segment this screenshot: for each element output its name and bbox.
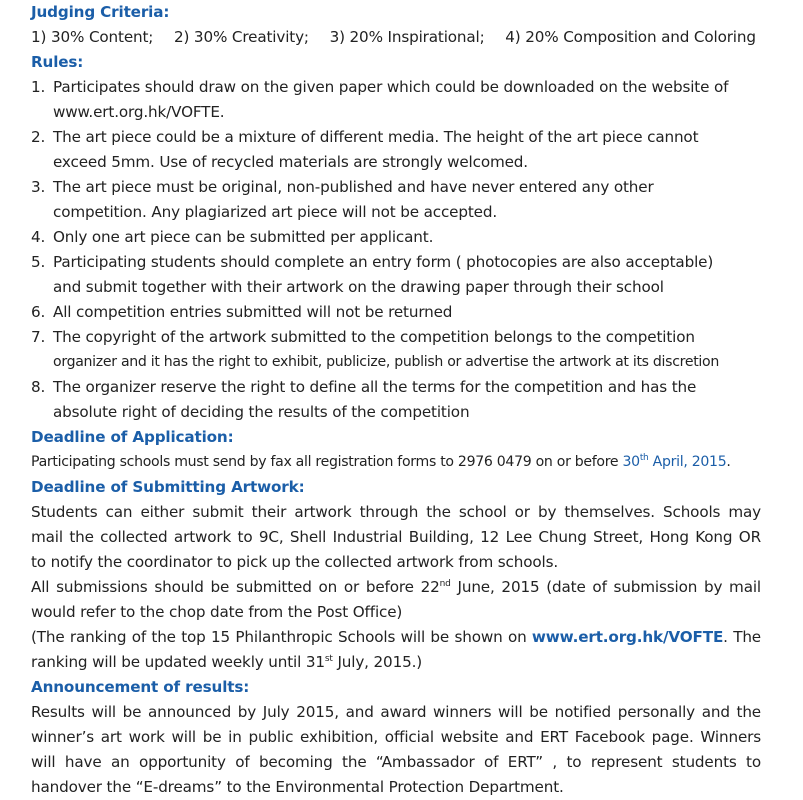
announcement-heading: Announcement of results: <box>31 678 250 696</box>
ranking-line <box>31 625 761 650</box>
submission-date-line: would refer to the chop date from the Post Office) <box>31 603 403 621</box>
judging-criteria-list <box>31 25 761 50</box>
rules-list <box>31 75 761 425</box>
application-deadline-text <box>31 450 761 475</box>
announcement-line: handover the “E-dreams” to the Environmental Protection Department. <box>31 778 564 796</box>
rule-item <box>31 225 761 250</box>
rule-text-cont: organizer and it has the right to exhibit, publicize, publish or advertise the artwork at its discretion <box>53 354 719 370</box>
criterion-composition: 4) 20% Composition and Coloring <box>505 28 756 46</box>
rules-heading: Rules: <box>31 53 84 71</box>
rule-number: 6. <box>31 303 46 321</box>
rule-text-cont: and submit together with their artwork on the drawing paper through their school <box>53 278 664 296</box>
rule-text-cont: absolute right of deciding the results of the competition <box>53 403 470 421</box>
announcement-line: will have an opportunity of becoming the “Ambassador of ERT” , to represent students to <box>31 753 761 771</box>
judging-criteria-heading: Judging Criteria: <box>31 3 170 21</box>
rule-text: The art piece could be a mixture of different media. The height of the art piece cannot <box>53 128 699 146</box>
rule-item <box>31 75 761 125</box>
artwork-deadline-heading: Deadline of Submitting Artwork: <box>31 478 305 496</box>
date-suffix: th <box>639 453 649 463</box>
deadline-date <box>622 454 726 470</box>
ranking-text: ranking will be updated weekly until 31 <box>31 653 325 671</box>
rule-text: The copyright of the artwork submitted to the competition belongs to the competition <box>53 328 695 346</box>
rule-text: All competition entries submitted will not be returned <box>53 303 453 321</box>
submission-date-line <box>31 575 761 600</box>
criterion-creativity: 2) 30% Creativity; <box>173 28 309 46</box>
rule-item <box>31 175 761 225</box>
deadline-period: . <box>726 454 731 470</box>
rule-text: Participates should draw on the given paper which could be downloaded on the website of <box>53 78 729 96</box>
ranking-text: (The ranking of the top 15 Philanthropic Schools will be shown on <box>31 628 532 646</box>
vofte-website-link[interactable]: www.ert.org.hk/VOFTE <box>531 628 724 646</box>
deadline-text: Participating schools must send by fax all registration forms to 2976 0479 on or before <box>31 454 623 470</box>
rule-number: 2. <box>31 128 46 146</box>
rule-number: 4. <box>31 228 46 246</box>
ranking-text: July, 2015.) <box>332 653 423 671</box>
rule-item <box>31 125 761 175</box>
artwork-para-line: Students can either submit their artwork through the school or by themselves. Schools may <box>31 503 761 521</box>
date-rest: April, 2015 <box>648 454 727 470</box>
announcement-line: winner’s art work will be in public exhibition, official website and ERT Facebook page. Winners <box>31 728 761 746</box>
ranking-text: . The <box>723 628 762 646</box>
rule-text-cont: exceed 5mm. Use of recycled materials are strongly welcomed. <box>53 153 528 171</box>
rule-text-cont: www.ert.org.hk/VOFTE. <box>53 103 225 121</box>
rule-number: 7. <box>31 328 46 346</box>
rule-text: The art piece must be original, non-published and have never entered any other <box>53 178 654 196</box>
rule-number: 3. <box>31 178 46 196</box>
date-day: 30 <box>622 454 640 470</box>
rule-number: 8. <box>31 378 46 396</box>
date-suffix: st <box>324 654 333 664</box>
rule-text-cont: competition. Any plagiarized art piece will not be accepted. <box>53 203 497 221</box>
criterion-content: 1) 30% Content; <box>31 28 154 46</box>
rule-item <box>31 375 761 425</box>
rule-number: 1. <box>31 78 46 96</box>
artwork-para-line: mail the collected artwork to 9C, Shell Industrial Building, 12 Lee Chung Street, Hong Kong OR <box>31 528 761 546</box>
rule-text: The organizer reserve the right to define all the terms for the competition and has the <box>53 378 697 396</box>
submission-text: All submissions should be submitted on or before 22 <box>31 578 440 596</box>
application-deadline-heading: Deadline of Application: <box>31 428 234 446</box>
date-suffix: nd <box>439 579 451 589</box>
artwork-para-line: to notify the coordinator to pick up the collected artwork from schools. <box>31 553 559 571</box>
rule-text: Participating students should complete an entry form ( photocopies are also acceptable) <box>53 253 714 271</box>
rule-number: 5. <box>31 253 46 271</box>
rule-item <box>31 250 761 300</box>
rule-item <box>31 300 761 325</box>
rule-item <box>31 325 761 375</box>
ranking-line <box>31 650 761 675</box>
rule-text: Only one art piece can be submitted per applicant. <box>53 228 434 246</box>
criterion-inspirational: 3) 20% Inspirational; <box>329 28 485 46</box>
announcement-line: Results will be announced by July 2015, and award winners will be notified personally and the <box>31 703 761 721</box>
submission-text: June, 2015 (date of submission by mail <box>450 578 761 596</box>
